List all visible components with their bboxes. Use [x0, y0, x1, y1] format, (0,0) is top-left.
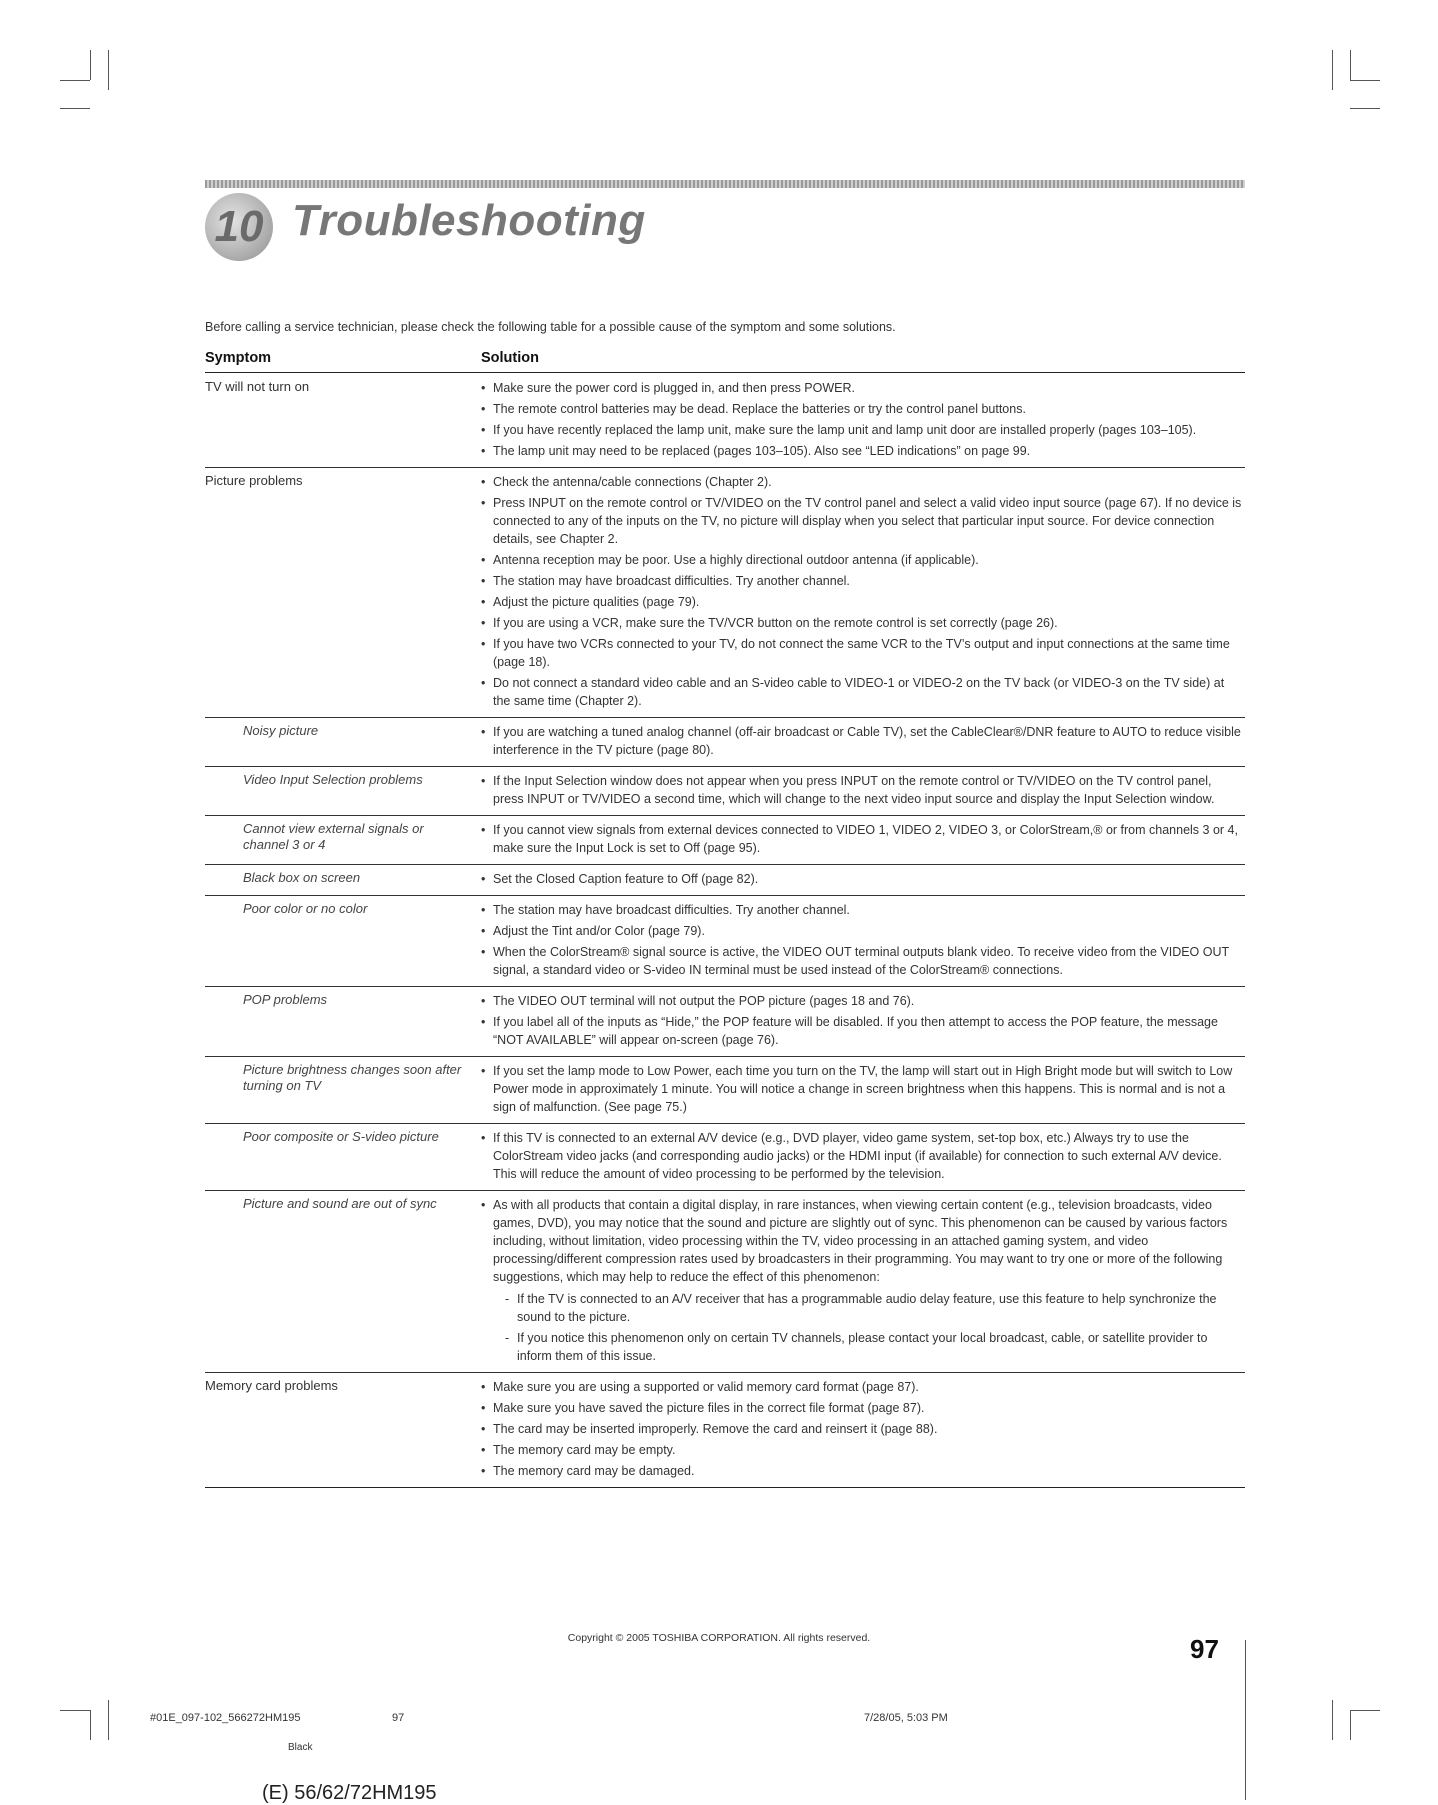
solution-list — [481, 992, 1245, 1049]
solution-item — [481, 1420, 1245, 1438]
chapter-number-badge — [205, 193, 273, 261]
solution-text: Do not connect a standard video cable and an S-video cable to VIDEO-1 or VIDEO-2 on the TV back (or VIDEO-3 on the TV side) at the same time (Chapter 2). — [493, 676, 1225, 708]
symptom-cell: Poor color or no color — [243, 901, 368, 916]
solution-item — [481, 494, 1245, 548]
table-header — [205, 350, 1245, 373]
crop-mark — [1350, 1710, 1380, 1711]
solution-text: Make sure the power cord is plugged in, and then press POWER. — [493, 381, 855, 395]
suggestion-item: - If the TV is connected to an A/V receiver that has a programmable audio delay feature, use this feature to help synchronize the sound to the picture. — [493, 1290, 1245, 1326]
solution-text: The station may have broadcast difficulties. Try another channel. — [493, 574, 850, 588]
symptom-cell: Cannot view external signals or channel 3 or 4 — [243, 821, 424, 852]
table-row — [205, 468, 1245, 718]
solution-item — [481, 674, 1245, 710]
solution-text: Adjust the picture qualities (page 79). — [493, 595, 700, 609]
solution-cell — [481, 901, 1245, 982]
crop-mark — [1350, 50, 1351, 80]
solution-text: Make sure you have saved the picture files in the correct file format (page 87). — [493, 1401, 925, 1415]
suggestion-item: - If you notice this phenomenon only on certain TV channels, please contact your local broadcast, cable, or satellite provider to inform them of this issue. — [493, 1329, 1245, 1365]
symptom-cell: Poor composite or S-video picture — [243, 1129, 439, 1144]
solution-text: If you set the lamp mode to Low Power, each time you turn on the TV, the lamp will start out in High Bright mode but will switch to Low Power mode in approximately 1 minute. You will notice a change in screen brightness when this happens. This is normal and is not a sign of malfunction. (See page 75.) — [493, 1064, 1233, 1114]
solution-text: The station may have broadcast difficulties. Try another channel. — [493, 903, 850, 917]
solution-item — [481, 551, 1245, 569]
solution-list — [481, 723, 1245, 759]
solution-item — [481, 572, 1245, 590]
solution-text: Check the antenna/cable connections (Chapter 2). — [493, 475, 772, 489]
symptom-cell: POP problems — [243, 992, 328, 1007]
slug-datetime: 7/28/05, 5:03 PM — [864, 1712, 948, 1724]
solution-item — [481, 473, 1245, 491]
crop-mark — [90, 50, 91, 80]
solution-text: Adjust the Tint and/or Color (page 79). — [493, 924, 705, 938]
solution-text: If you have recently replaced the lamp unit, make sure the lamp unit and lamp unit door are installed properly (pages 103–105). — [493, 423, 1197, 437]
symptom-cell: Black box on screen — [243, 870, 361, 885]
solution-item — [481, 870, 1245, 888]
solution-list — [481, 1196, 1245, 1365]
intro-text: Before calling a service technician, please check the following table for a possible cause of the symptom and some solutions. — [205, 320, 896, 334]
solution-item — [481, 772, 1245, 808]
solution-list — [481, 821, 1245, 857]
solution-cell — [481, 723, 1245, 762]
solution-item — [481, 1129, 1245, 1183]
table-row — [205, 865, 1245, 896]
slug-page: 97 — [392, 1712, 405, 1724]
solution-text: Press INPUT on the remote control or TV/VIDEO on the TV control panel and select a valid video input source (page 67). If no device is connected to any of the inputs on the TV, no picture will display when you select that particular input source. For device connection details, see Chapter 2. — [493, 496, 1242, 546]
table-row — [205, 987, 1245, 1057]
solution-item — [481, 635, 1245, 671]
solution-cell — [481, 1129, 1245, 1186]
solution-cell — [481, 992, 1245, 1052]
crop-mark — [1332, 50, 1333, 90]
table-body — [205, 373, 1245, 1488]
solution-item — [481, 1462, 1245, 1480]
table-row — [205, 718, 1245, 767]
solution-text: The lamp unit may need to be replaced (pages 103–105). Also see “LED indications” on page 99. — [493, 444, 1031, 458]
slug-file: #01E_097-102_566272HM195 — [150, 1712, 301, 1724]
solution-cell — [481, 870, 1245, 891]
solution-item — [481, 723, 1245, 759]
solution-list — [481, 379, 1245, 460]
symptom-cell: Picture problems — [205, 473, 303, 488]
solution-cell — [481, 1062, 1245, 1119]
solution-text: If you have two VCRs connected to your TV, do not connect the same VCR to the TV’s output and input connections at the same time (page 18). — [493, 637, 1230, 669]
solution-text: If this TV is connected to an external A/V device (e.g., DVD player, video game system, set-top box, etc.) Always try to use the ColorStream video jacks (and corresponding audio jacks) or the HDMI input (if available) for connection to such external A/V device. This will reduce the amount of video processing to be performed by the television. — [493, 1131, 1222, 1181]
solution-list — [481, 1378, 1245, 1480]
table-row — [205, 1373, 1245, 1488]
solution-text: If you label all of the inputs as “Hide,” the POP feature will be disabled. If you then attempt to access the POP feature, the message “NOT AVAILABLE” will appear on-screen (page 76). — [493, 1015, 1218, 1047]
solution-header: Solution — [481, 350, 539, 366]
solution-text: Antenna reception may be poor. Use a highly directional outdoor antenna (if applicable). — [493, 553, 979, 567]
table-row — [205, 373, 1245, 468]
crop-mark — [60, 1710, 90, 1711]
troubleshooting-table — [205, 350, 1245, 1488]
solution-cell — [481, 1196, 1245, 1368]
solution-item — [481, 922, 1245, 940]
solution-list — [481, 1062, 1245, 1116]
solution-text: The VIDEO OUT terminal will not output the POP picture (pages 18 and 76). — [493, 994, 915, 1008]
table-row — [205, 1124, 1245, 1191]
crop-mark — [108, 1700, 109, 1740]
slug-color: Black — [288, 1742, 313, 1753]
solution-text: When the ColorStream® signal source is active, the VIDEO OUT terminal outputs blank video. To receive video from the VIDEO OUT signal, a standard video or S-video IN terminal must be used instead of the ColorStream® connections. — [493, 945, 1229, 977]
solution-text: The memory card may be damaged. — [493, 1464, 695, 1478]
crop-mark — [1332, 1700, 1333, 1740]
table-row — [205, 896, 1245, 987]
solution-list — [481, 473, 1245, 710]
solution-item — [481, 593, 1245, 611]
solution-text: If you are watching a tuned analog channel (off-air broadcast or Cable TV), set the CableClear®/DNR feature to AUTO to reduce visible interference in the TV picture (page 80). — [493, 725, 1241, 757]
table-row — [205, 1057, 1245, 1124]
symptom-header: Symptom — [205, 350, 272, 366]
copyright: Copyright © 2005 TOSHIBA CORPORATION. All rights reserved. — [567, 1632, 871, 1644]
solution-list — [481, 901, 1245, 979]
symptom-cell: Noisy picture — [243, 723, 319, 738]
solution-item — [481, 901, 1245, 919]
solution-item — [481, 379, 1245, 397]
symptom-cell: Video Input Selection problems — [243, 772, 423, 787]
solution-text: If you cannot view signals from external devices connected to VIDEO 1, VIDEO 2, VIDEO 3, or ColorStream,® or from channels 3 or 4, make sure the Input Lock is set to Off (page 95). — [493, 823, 1238, 855]
solution-cell — [481, 379, 1245, 463]
solution-item — [481, 1013, 1245, 1049]
symptom-cell: Memory card problems — [205, 1378, 338, 1393]
solution-list — [481, 772, 1245, 808]
solution-text: Set the Closed Caption feature to Off (page 82). — [493, 872, 759, 886]
solution-item — [481, 821, 1245, 857]
symptom-cell: Picture and sound are out of sync — [243, 1196, 437, 1211]
solution-list — [481, 870, 1245, 888]
table-row — [205, 816, 1245, 865]
crop-mark — [60, 108, 90, 109]
crop-mark — [90, 1710, 91, 1740]
solution-item — [481, 1196, 1245, 1365]
solution-cell — [481, 821, 1245, 860]
crop-mark — [108, 50, 109, 90]
solution-cell — [481, 772, 1245, 811]
solution-item — [481, 1378, 1245, 1396]
solution-item — [481, 943, 1245, 979]
solution-text: The card may be inserted improperly. Remove the card and reinsert it (page 88). — [493, 1422, 938, 1436]
solution-list — [481, 1129, 1245, 1183]
solution-item — [481, 1441, 1245, 1459]
model-code: (E) 56/62/72HM195 — [262, 1782, 437, 1804]
page-number: 97 — [1190, 1634, 1219, 1664]
crop-mark — [1350, 1710, 1351, 1740]
solution-text: As with all products that contain a digital display, in rare instances, when viewing certain content (e.g., television broadcasts, video games, DVD), you may notice that the sound and picture are slightly out of sync. This phenomenon can be caused by various factors including, without limitation, video processing within the TV, video processing in an attached gaming system, and video processing/different compression rates used by broadcasters in their programming. You may want to try one or more of the following suggestions, which may help to reduce the effect of this phenomenon: — [493, 1198, 1228, 1284]
header-band — [205, 180, 1245, 188]
solution-item — [481, 400, 1245, 418]
solution-item — [481, 1399, 1245, 1417]
solution-item — [481, 1062, 1245, 1116]
solution-cell — [481, 1378, 1245, 1483]
solution-item — [481, 421, 1245, 439]
symptom-cell: TV will not turn on — [205, 379, 310, 394]
suggestion-list — [493, 1290, 1245, 1365]
solution-text: The remote control batteries may be dead. Replace the batteries or try the control panel buttons. — [493, 402, 1026, 416]
crop-mark — [1245, 1640, 1246, 1800]
crop-mark — [1350, 108, 1380, 109]
crop-mark — [60, 80, 90, 81]
solution-cell — [481, 473, 1245, 713]
chapter-number: 10 — [214, 202, 264, 251]
chapter-title: Troubleshooting — [292, 196, 646, 245]
solution-item — [481, 442, 1245, 460]
symptom-cell: Picture brightness changes soon after turning on TV — [243, 1062, 462, 1093]
crop-mark — [1350, 80, 1380, 81]
solution-text: The memory card may be empty. — [493, 1443, 676, 1457]
solution-item — [481, 992, 1245, 1010]
solution-text: If the Input Selection window does not appear when you press INPUT on the remote control or TV/VIDEO on the TV control panel, press INPUT or TV/VIDEO a second time, which will change to the next video input source and display the Input Selection window. — [493, 774, 1215, 806]
solution-text: If you are using a VCR, make sure the TV/VCR button on the remote control is set correctly (page 26). — [493, 616, 1058, 630]
table-row — [205, 767, 1245, 816]
solution-text: Make sure you are using a supported or valid memory card format (page 87). — [493, 1380, 919, 1394]
solution-item — [481, 614, 1245, 632]
table-row — [205, 1191, 1245, 1373]
